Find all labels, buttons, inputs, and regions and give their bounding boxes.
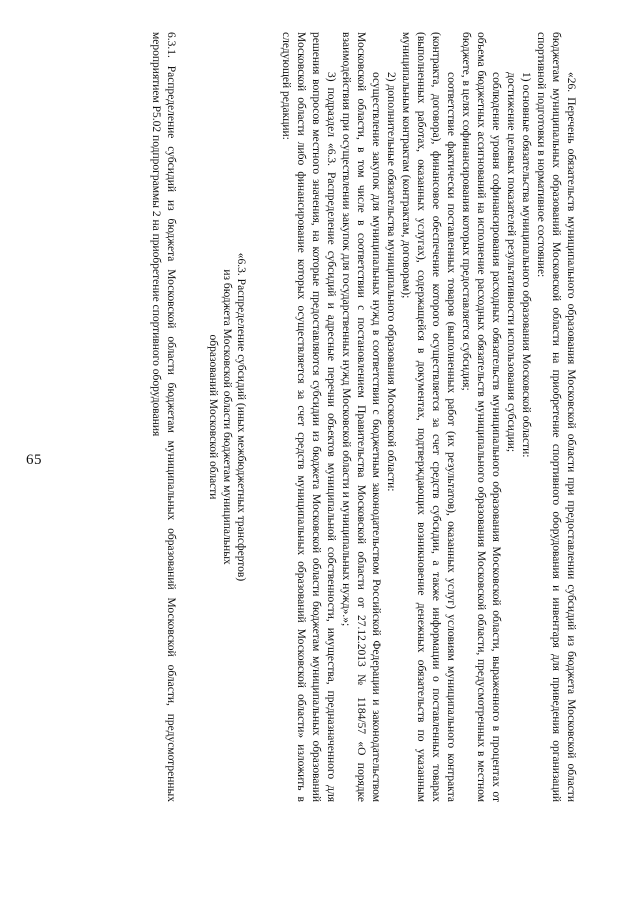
paragraph-subsection: 3) подраздел «6.3. Распределение субсидий и адресные перечни объектов муниципальной собственности, имущества, предназначенного для решения вопросов местного значения, на которые предоставляются субсидии из бюджета Московской области бюджетам муниципальных образований Московской области либо финансирование которых осуществляется за счет средств муниципальных образований Московской области» изложить в следующей редакции: (280, 32, 337, 802)
paragraph-cofinancing: соблюдение уровня софинансирования расходных обязательств муниципального образования Московской области, выраженного в процентах от объема бюджетных ассигнований на исполнение расходных обязательств муниципального образования Московской области, предусмотренных в местном бюджете, в целях софинансирования которых предоставляется субсидия; (460, 32, 502, 802)
paragraph-main-obligations: 1) основные обязательства муниципального образования Московской области: (520, 72, 532, 458)
paragraph-conformity: соответствие фактически поставленных товаров (выполненных работ (их результатов), оказанных услуг) условиям муниципального контракта (контракта, договора), финансовое обеспечение которого осуществляется за счет средств субсидии, а также информации о поставленных товарах (выполненных работах, оказанных услугах), содержащейся в документах, подтверждающих возникновение денежных обязательств по указанным муниципальным контрактам (контрактам, договорам); (400, 32, 457, 802)
heading-line: образований Московской области (207, 334, 219, 500)
paragraph-additional-obligations: 2) дополнительные обязательства муниципального образования Московской области: (385, 72, 397, 492)
paragraph-list-intro: «26. Перечень обязательств муниципального образования Московской области при предоставлении субсидий из бюджета Московской области бюджетам муниципальных образований Московской области на приобретение спортивного оборудования и инвентаря для приведения организаций спортивной подготовки в нормативное состояние: (535, 32, 577, 802)
document-body (148, 32, 578, 802)
heading-line: из бюджета Московской области бюджетам муниципальных (221, 269, 233, 565)
paragraph-6-3-1: 6.3.1. Распределение субсидий из бюджета Московской области бюджетам муниципальных образований Московской области, предусмотренных мероприятием Р5.02 подпрограммы 2 на приобретение спортивного оборудования (150, 32, 177, 802)
page-number: 65 (26, 452, 42, 468)
section-heading (206, 32, 248, 802)
paragraph-procurement: осуществление закупок для муниципальных нужд в соответствии с бюджетным законодательством Российской Федерации и законодательством Московской области, в том числе в соответствии с постановлением Правительства Московской области от 27.12.2013 № 1184/57 «О порядке взаимодействия при осуществлении закупок для государственных нужд Московской области и муниципальных нужд».»; (340, 32, 382, 802)
paragraph-targets: достижение целевых показателей результативности использования субсидии; (505, 72, 517, 453)
heading-line: «6.3. Распределение субсидий (иных межбюджетных трансфертов) (235, 252, 247, 582)
